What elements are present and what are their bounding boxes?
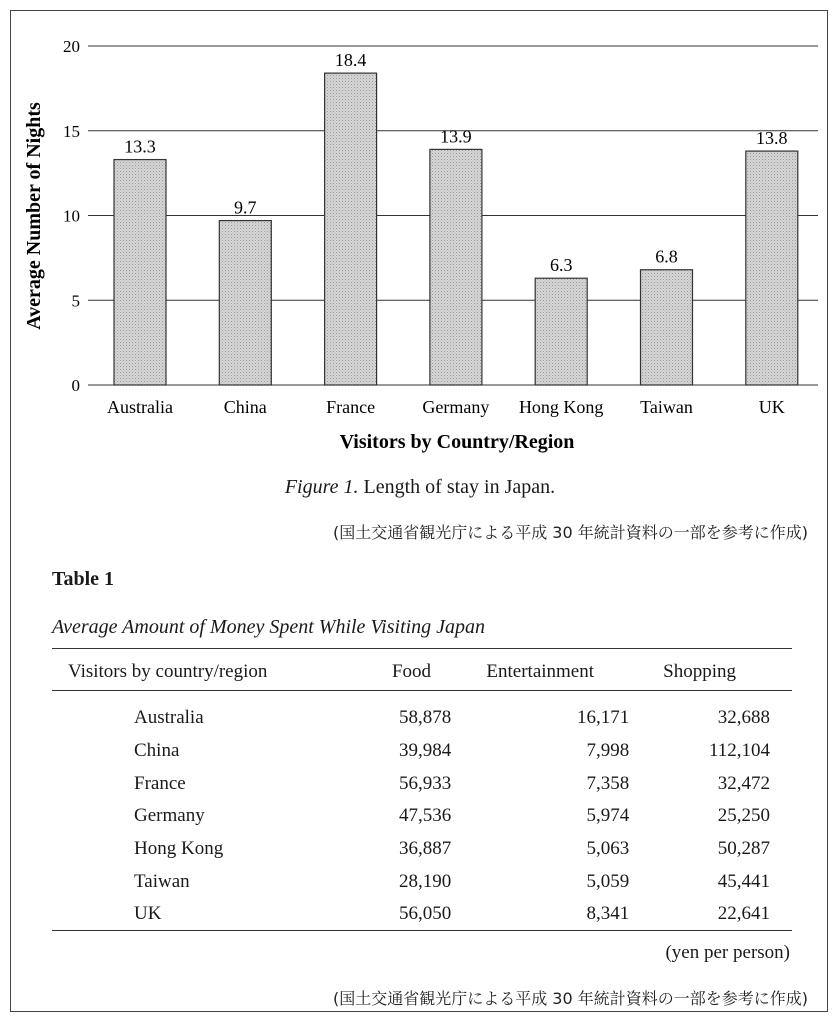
bar [641,270,693,385]
y-axis-label: Average Number of Nights [23,102,45,330]
cell-country: Germany [134,805,205,827]
cell-food: 36,887 [398,838,452,860]
bar-value-label: 9.7 [234,197,257,218]
cell-shopping: 32,472 [717,772,770,794]
x-tick-label: UK [758,397,785,417]
bar [746,151,798,385]
cell-food: 39,984 [398,740,452,762]
table-source: (国土交通省観光庁による平成 30 年統計資料の一部を参考に作成) [332,989,808,1008]
cell-country: China [134,740,180,762]
figure-source: (国土交通省観光庁による平成 30 年統計資料の一部を参考に作成) [332,523,808,542]
cell-food: 56,050 [398,903,452,925]
y-tick-label: 0 [71,376,80,395]
bars [114,73,798,385]
figure-caption [0,476,840,499]
cell-entertainment: 8,341 [586,903,630,925]
y-tick-labels [63,37,80,395]
spending-table [52,654,792,931]
y-tick-label: 5 [71,291,80,311]
table-unit-note: (yen per person) [665,942,790,963]
bar-value-label: 13.8 [756,128,788,149]
x-tick-label: Taiwan [640,397,693,417]
bar [219,221,271,385]
cell-entertainment: 7,998 [586,740,630,762]
figure-label: Figure 1. [284,476,359,498]
x-axis-label: Visitors by Country/Region [339,431,575,453]
bar-value-label: 6.8 [655,246,678,267]
cell-shopping: 25,250 [717,805,770,827]
bar [430,149,482,385]
table-title: Table 1 [52,568,115,590]
table-row [52,800,792,833]
bar-value-label: 18.4 [334,50,367,71]
table-row [52,735,792,768]
cell-shopping: 22,641 [717,903,770,925]
table-subtitle: Average Amount of Money Spent While Visiting Japan [52,616,486,638]
cell-country: UK [134,903,162,925]
cell-shopping: 32,688 [717,707,770,729]
figure-caption-text: Length of stay in Japan. [363,476,556,498]
cell-food: 58,878 [398,707,452,729]
header-country: Visitors by country/region [68,661,268,682]
y-tick-label: 20 [63,37,80,56]
table-row [52,833,792,866]
cell-country: France [134,772,186,794]
bar-chart [0,0,840,470]
cell-entertainment: 5,974 [586,805,630,827]
cell-food: 28,190 [398,870,452,892]
cell-food: 56,933 [398,772,452,794]
bar-value-label: 13.3 [124,136,156,157]
cell-country: Australia [134,707,204,729]
bar [535,278,587,385]
cell-food: 47,536 [398,805,452,827]
cell-entertainment: 5,063 [586,838,630,860]
y-tick-label: 10 [63,206,80,226]
bar-value-label: 13.9 [440,126,472,147]
header-entertainment: Entertainment [486,661,595,682]
table-row [52,690,792,735]
table-top-rule [52,648,792,649]
table-row [52,898,792,931]
table-header-row [52,654,792,690]
header-food: Food [391,661,432,682]
cell-country: Hong Kong [134,838,224,860]
x-tick-label: Australia [107,397,173,417]
bar [114,160,166,385]
x-tick-label: China [223,397,267,417]
bar [325,73,377,385]
x-tick-labels [107,397,785,417]
cell-country: Taiwan [134,870,190,892]
table-row [52,865,792,898]
cell-shopping: 45,441 [717,870,770,892]
x-tick-label: Hong Kong [518,397,604,417]
bar-value-label: 6.3 [549,255,573,276]
y-tick-label: 15 [63,121,80,141]
header-shopping: Shopping [663,661,737,682]
cell-entertainment: 16,171 [576,707,630,729]
cell-entertainment: 5,059 [586,870,630,892]
table-row [52,767,792,800]
cell-entertainment: 7,358 [586,772,630,794]
cell-shopping: 112,104 [708,740,770,762]
cell-shopping: 50,287 [717,838,770,860]
x-tick-label: France [326,397,376,417]
x-tick-label: Germany [422,397,490,417]
